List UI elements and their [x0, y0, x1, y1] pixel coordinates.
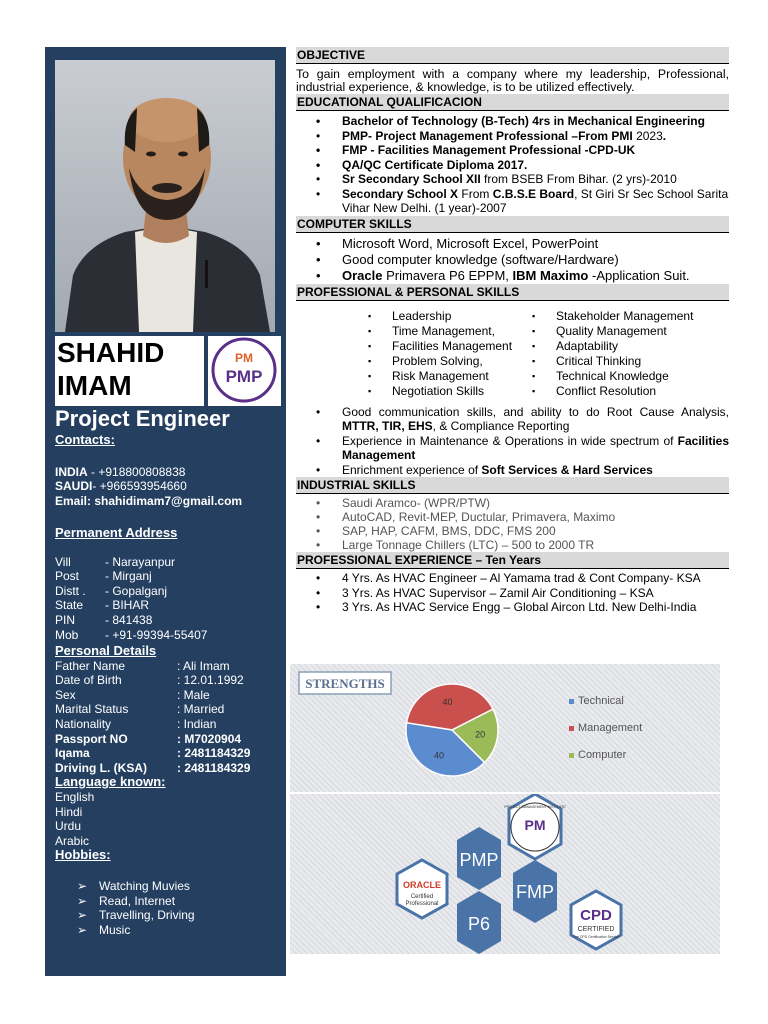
- pmp-text: PMP: [225, 367, 263, 386]
- skill-item: ▪ Facilities Management: [368, 339, 532, 354]
- last-name: IMAM: [57, 370, 132, 401]
- skill-item: ▪ Risk Management: [368, 369, 532, 384]
- profile-photo: [55, 60, 275, 332]
- list-item: • Sr Secondary School XII from BSEB From Bihar. (2 yrs)-2010: [296, 172, 729, 187]
- email: Email: shahidimam7@gmail.com: [55, 493, 243, 508]
- svg-text:CERTIFIED: CERTIFIED: [577, 926, 615, 933]
- hobby-item: ➢ Watching Muvies: [77, 878, 190, 893]
- saudi-phone: - +966593954660: [92, 479, 187, 494]
- address-heading: Permanent Address: [55, 525, 178, 540]
- address-row: Mob - +91-99394-55407: [55, 627, 208, 642]
- list-item: • Good communication skills, and ability to do Root Cause Analysis, MTTR, TIR, EHS, & Compliance Reporting: [296, 405, 729, 434]
- legend-label-management: Management: [578, 722, 643, 734]
- education-list: [296, 114, 729, 216]
- list-item: • AutoCAD, Revit-MEP, Ductular, Primavera, Maximo: [296, 510, 729, 524]
- p6-hex: [457, 891, 501, 954]
- india-label: INDIA: [55, 464, 88, 479]
- list-item: • Large Tonnage Chillers (LTC) – 500 to 2000 TR: [296, 538, 729, 552]
- skills-left-list: [368, 309, 532, 401]
- name-box: [55, 336, 204, 406]
- svg-text:PMP: PMP: [459, 850, 499, 870]
- sidebar: [45, 47, 286, 976]
- experience-heading: PROFESSIONAL EXPERIENCE – Ten Years: [296, 552, 729, 569]
- objective-heading: OBJECTIVE: [296, 47, 729, 64]
- address-row: State - BIHAR: [55, 598, 150, 613]
- personal-row: Nationality : Indian: [55, 716, 217, 731]
- address-section: [55, 526, 207, 642]
- industrial-list: [296, 496, 729, 552]
- skills-heading: PROFESSIONAL & PERSONAL SKILLS: [296, 284, 729, 301]
- list-item: • Microsoft Word, Microsoft Excel, PowerPoint: [296, 236, 729, 252]
- address-row: Distt . - Gopalganj: [55, 583, 168, 598]
- certification-badges: [290, 794, 720, 954]
- list-item: • SAP, HAP, CAFM, BMS, DDC, FMS 200: [296, 524, 729, 538]
- skill-item: ▪ Leadership: [368, 309, 532, 324]
- list-item: • Enrichment experience of Soft Services & Hard Services: [296, 463, 729, 478]
- personal-row: Father Name : Ali Imam: [55, 658, 230, 673]
- skill-item: ▪ Quality Management: [532, 324, 693, 339]
- skill-item: ▪ Adaptability: [532, 339, 693, 354]
- saudi-label: SAUDI: [55, 479, 93, 494]
- arrow-icon: ➢: [77, 908, 88, 923]
- personal-row: Iqama : 2481184329: [55, 746, 251, 761]
- arrow-icon: ➢: [77, 922, 88, 937]
- legend-swatch-technical: [569, 699, 574, 704]
- list-item: • 4 Yrs. As HVAC Engineer – Al Yamama trad & Cont Company- KSA: [296, 571, 729, 586]
- skill-item: ▪ Conflict Resolution: [532, 384, 693, 399]
- list-item: • Experience in Maintenance & Operations in wide spectrum of Facilities Management: [296, 434, 729, 463]
- personal-row: Passport NO : M7020904: [55, 731, 242, 746]
- skills-bullets: [296, 405, 729, 478]
- svg-text:CPD: CPD: [580, 907, 612, 924]
- skill-item: ▪ Problem Solving,: [368, 354, 532, 369]
- personal-section: [55, 644, 281, 937]
- pmp-hex: [457, 827, 501, 890]
- legend-swatch-computer: [569, 753, 574, 758]
- computer-list: [296, 236, 729, 284]
- list-item: • Good computer knowledge (software/Hardware): [296, 252, 729, 268]
- list-item: • Oracle Primavera P6 EPPM, IBM Maximo -Application Suit.: [296, 268, 729, 284]
- chart-title: STRENGTHS: [305, 676, 385, 691]
- skills-right-list: [532, 309, 693, 401]
- svg-text:ORACLE: ORACLE: [403, 880, 441, 890]
- skill-item: ▪ Critical Thinking: [532, 354, 693, 369]
- pmp-logo-icon: [208, 336, 281, 406]
- language-item: English: [55, 789, 95, 804]
- legend-label-technical: Technical: [578, 695, 624, 707]
- svg-text:Certified: Certified: [410, 894, 434, 900]
- skill-item: ▪ Technical Knowledge: [532, 369, 693, 384]
- skill-item: ▪ Negotiation Skills: [368, 384, 532, 399]
- svg-text:PM: PM: [524, 817, 546, 833]
- list-item: • QA/QC Certificate Diploma 2017.: [296, 158, 729, 173]
- arrow-icon: ➢: [77, 893, 88, 908]
- job-title: Project Engineer: [55, 406, 230, 431]
- personal-row: Date of Birth : 12.01.1992: [55, 673, 244, 688]
- skills-columns: [368, 309, 729, 401]
- first-name: SHAHID: [57, 337, 165, 368]
- industrial-heading: INDUSTRIAL SKILLS: [296, 477, 729, 494]
- pmp-mark: PM: [235, 351, 253, 365]
- contacts-heading: Contacts:: [55, 432, 115, 447]
- personal-row: Driving L. (KSA) : 2481184329: [55, 760, 251, 775]
- arrow-icon: ➢: [77, 878, 88, 893]
- pmi-seal: [504, 794, 566, 859]
- address-row: Post - Mirganj: [55, 569, 152, 584]
- legend-swatch-management: [569, 726, 574, 731]
- strengths-chart-panel: [290, 664, 720, 792]
- personal-row: Marital Status : Married: [55, 702, 225, 717]
- cpd-badge: [571, 891, 621, 949]
- pie-label-computer: 20: [475, 729, 486, 740]
- svg-text:FMP: FMP: [516, 882, 554, 902]
- list-item: • Secondary School X From C.B.S.E Board, St Giri Sr Sec School Sarita Vihar New Delhi. (1 year)-2007: [296, 187, 729, 216]
- list-item: • PMP- Project Management Professional –From PMI 2023.: [296, 129, 729, 144]
- hobby-item: ➢ Read, Internet: [77, 893, 176, 908]
- list-item: • FMP - Facilities Management Professional -CPD-UK: [296, 143, 729, 158]
- fmp-hex: [513, 860, 557, 923]
- hobbies-heading: Hobbies:: [55, 847, 111, 863]
- education-heading: EDUCATIONAL QUALIFICACION: [296, 94, 729, 111]
- objective-text: To gain employment with a company where my leadership, Professional, industrial experience, & knowledge, is to be utilized effectively.: [296, 67, 729, 94]
- language-item: Hindi: [55, 804, 83, 819]
- svg-text:PROJECT MANAGEMENT INSTITUTE: PROJECT MANAGEMENT INSTITUTE: [504, 805, 566, 809]
- strengths-pie-chart: [290, 664, 720, 792]
- oracle-hex: [397, 860, 447, 918]
- personal-heading: Personal Details: [55, 643, 157, 658]
- address-row: Vill - Narayanpur: [55, 554, 176, 569]
- svg-text:P6: P6: [467, 914, 491, 934]
- list-item: • 3 Yrs. As HVAC Service Engg – Global Aircon Ltd. New Delhi-India: [296, 600, 729, 615]
- hobby-item: ➢ Music: [77, 922, 131, 937]
- list-item: • 3 Yrs. As HVAC Supervisor – Zamil Air Conditioning – KSA: [296, 586, 729, 601]
- personal-row: Sex : Male: [55, 687, 210, 702]
- language-item: Urdu: [55, 819, 82, 834]
- india-phone: - +918800808838: [87, 464, 186, 479]
- experience-list: [296, 571, 729, 615]
- contacts-section: [55, 433, 242, 508]
- pmp-logo-box: [208, 336, 281, 406]
- languages-heading: Language known:: [55, 774, 166, 790]
- skill-item: ▪ Time Management,: [368, 324, 532, 339]
- hobby-item: ➢ Travelling, Driving: [77, 908, 195, 923]
- pie-label-management: 40: [442, 696, 453, 707]
- certifications-panel: [290, 794, 720, 954]
- list-item: • Bachelor of Technology (B-Tech) 4rs in Mechanical Engineering: [296, 114, 729, 129]
- svg-text:The CPD Certification Service: The CPD Certification Service: [572, 935, 620, 939]
- skill-item: ▪ Stakeholder Management: [532, 309, 693, 324]
- list-item: • Saudi Aramco- (WPR/PTW): [296, 496, 729, 510]
- address-row: PIN - 841438: [55, 612, 153, 627]
- language-item: Arabic: [55, 833, 90, 848]
- computer-heading: COMPUTER SKILLS: [296, 216, 729, 233]
- svg-text:Professional: Professional: [405, 901, 439, 907]
- legend-label-computer: Computer: [578, 749, 627, 761]
- pie-label-technical: 40: [434, 750, 445, 761]
- main-content: [296, 47, 729, 615]
- person-illustration: [55, 60, 275, 332]
